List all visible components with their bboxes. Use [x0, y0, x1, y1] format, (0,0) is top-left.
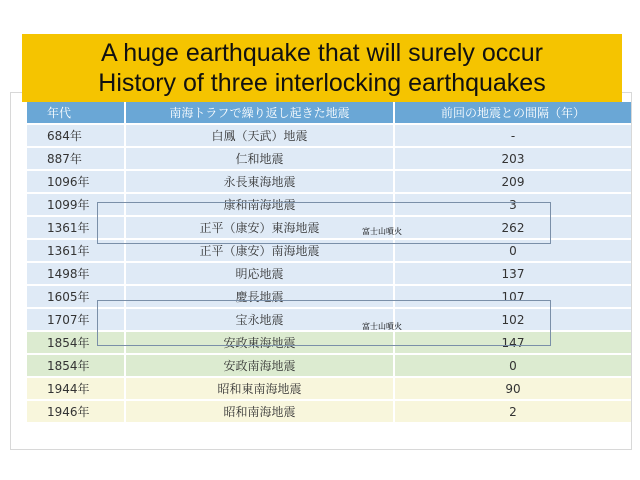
column-header-earthquake: 南海トラフで繰り返し起きた地震: [126, 102, 393, 123]
earthquake-name-cell: 正平（康安）東海地震: [126, 217, 393, 238]
year-cell: 1854年: [27, 332, 124, 353]
title-banner: [22, 34, 622, 102]
table-row: [27, 148, 631, 169]
earthquake-name-cell: 宝永地震: [126, 309, 393, 330]
table-row: [27, 171, 631, 192]
table-row: [27, 240, 631, 261]
table-row: [27, 401, 631, 422]
interval-cell: 107: [395, 286, 631, 307]
table-row: [27, 263, 631, 284]
table-row: [27, 378, 631, 399]
earthquake-name-cell: 康和南海地震: [126, 194, 393, 215]
table-row: [27, 194, 631, 215]
interval-cell: 0: [395, 355, 631, 376]
earthquake-name-cell: 昭和南海地震: [126, 401, 393, 422]
table-row: [27, 355, 631, 376]
earthquake-name-cell: 昭和東南海地震: [126, 378, 393, 399]
table-row: [27, 217, 631, 238]
year-cell: 1099年: [27, 194, 124, 215]
year-cell: 1361年: [27, 240, 124, 261]
earthquake-name-cell: 白鳳（天武）地震: [126, 125, 393, 146]
earthquake-name-cell: 仁和地震: [126, 148, 393, 169]
year-cell: 1946年: [27, 401, 124, 422]
earthquake-name-cell: 慶長地震: [126, 286, 393, 307]
year-cell: 1096年: [27, 171, 124, 192]
year-cell: 684年: [27, 125, 124, 146]
fuji-eruption-note: 富士山噴火: [362, 322, 402, 331]
table-row: [27, 286, 631, 307]
interval-cell: 90: [395, 378, 631, 399]
year-cell: 1854年: [27, 355, 124, 376]
table-header-row: [27, 102, 631, 123]
earthquake-history-table: [25, 100, 633, 424]
earthquake-name-cell: 安政東海地震: [126, 332, 393, 353]
interval-cell: 102: [395, 309, 631, 330]
year-cell: 1944年: [27, 378, 124, 399]
year-cell: 1707年: [27, 309, 124, 330]
year-cell: 1498年: [27, 263, 124, 284]
interval-cell: 147: [395, 332, 631, 353]
year-cell: 1605年: [27, 286, 124, 307]
interval-cell: 0: [395, 240, 631, 261]
title-line-2: History of three interlocking earthquakes: [98, 69, 546, 97]
fuji-eruption-note: 富士山噴火: [362, 227, 402, 236]
table-row: [27, 332, 631, 353]
earthquake-name-cell: 正平（康安）南海地震: [126, 240, 393, 261]
table-row: [27, 309, 631, 330]
interval-cell: 203: [395, 148, 631, 169]
interval-cell: 2: [395, 401, 631, 422]
year-cell: 887年: [27, 148, 124, 169]
table-row: [27, 125, 631, 146]
title-line-1: A huge earthquake that will surely occur: [101, 39, 543, 67]
interval-cell: 209: [395, 171, 631, 192]
column-header-year: 年代: [27, 102, 124, 123]
earthquake-name-cell: 明応地震: [126, 263, 393, 284]
year-cell: 1361年: [27, 217, 124, 238]
interval-cell: 262: [395, 217, 631, 238]
interval-cell: -: [395, 125, 631, 146]
interval-cell: 137: [395, 263, 631, 284]
interval-cell: 3: [395, 194, 631, 215]
earthquake-name-cell: 安政南海地震: [126, 355, 393, 376]
earthquake-name-cell: 永長東海地震: [126, 171, 393, 192]
column-header-interval: 前回の地震との間隔（年）: [395, 102, 631, 123]
